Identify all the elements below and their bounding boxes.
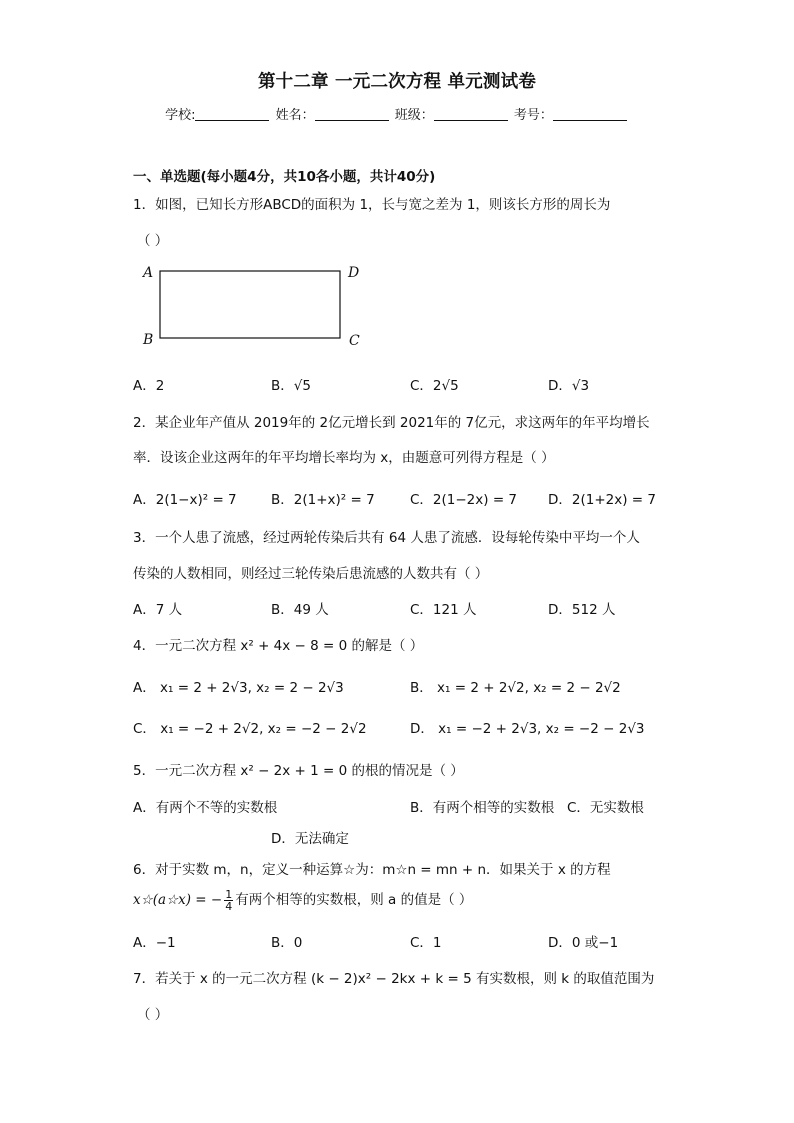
q7-line1: 7．若关于 x 的一元二次方程 (k − 2)x² − 2kx + k = 5 有实数根，则 k 的取值范围为 xyxy=(133,971,655,987)
q4-option-a[interactable]: A． x₁ = 2 + 2√3, x₂ = 2 − 2√3 xyxy=(133,680,344,696)
q6-fraction xyxy=(224,889,233,912)
q2-line2: 率．设该企业这两年的年平均增长率均为 x，由题意可列得方程是（ ） xyxy=(133,450,555,466)
q5-option-c[interactable]: C．无实数根 xyxy=(567,800,644,816)
exam-no-label: 考号： xyxy=(513,108,553,123)
fig-label-d: D xyxy=(348,265,360,281)
fig-label-a: A xyxy=(143,265,154,281)
q6-line2 xyxy=(133,888,472,912)
q2-line1: 2．某企业年产值从 2019年的 2亿元增长到 2021年的 7亿元，求这两年的年平均增长 xyxy=(133,415,650,431)
q4-option-c[interactable]: C． x₁ = −2 + 2√2, x₂ = −2 − 2√2 xyxy=(133,721,367,737)
q3-line1: 3．一个人患了流感，经过两轮传染后共有 64 人患了流感．设每轮传染中平均一个人 xyxy=(133,530,640,546)
q2-option-d[interactable]: D．2(1+2x) = 7 xyxy=(548,492,656,508)
q6-line2-rest: 有两个相等的实数根，则 a 的值是（ ） xyxy=(235,892,473,908)
q2-option-b[interactable]: B．2(1+x)² = 7 xyxy=(271,492,375,508)
student-info-line xyxy=(0,104,794,123)
q1-line1: 1．如图，已知长方形ABCD的面积为 1，长与宽之差为 1，则该长方形的周长为 xyxy=(133,197,611,213)
q5-option-b[interactable]: B．有两个相等的实数根 xyxy=(410,800,555,816)
fig-label-b: B xyxy=(143,332,154,348)
school-blank[interactable] xyxy=(195,107,269,121)
q6-equation-lhs: x☆(a☆x) = − xyxy=(133,892,223,908)
q3-option-b[interactable]: B．49 人 xyxy=(271,602,329,618)
page-title: 第十二章 一元二次方程 单元测试卷 xyxy=(257,72,537,92)
q1-option-b[interactable]: B．√5 xyxy=(271,378,311,394)
q3-line2: 传染的人数相同，则经过三轮传染后患流感的人数共有（ ） xyxy=(133,566,489,582)
q3-option-a[interactable]: A．7 人 xyxy=(133,602,183,618)
q6-line1: 6．对于实数 m，n，定义一种运算☆为：m☆n = mn + n．如果关于 x 的方程 xyxy=(133,862,611,878)
q6-option-b[interactable]: B．0 xyxy=(271,935,303,951)
q5-line1: 5．一元二次方程 x² − 2x + 1 = 0 的根的情况是（ ） xyxy=(133,763,464,779)
school-label: 学校: xyxy=(165,108,196,123)
q4-line1: 4．一元二次方程 x² + 4x − 8 = 0 的解是（ ） xyxy=(133,638,424,654)
q6-option-d[interactable]: D．0 或−1 xyxy=(548,935,619,951)
q3-option-c[interactable]: C．121 人 xyxy=(410,602,477,618)
q1-option-a[interactable]: A．2 xyxy=(133,378,165,394)
q6-option-c[interactable]: C．1 xyxy=(410,935,442,951)
exam-no-blank[interactable] xyxy=(553,107,627,121)
rectangle-abcd-figure xyxy=(140,262,370,352)
q5-option-a[interactable]: A．有两个不等的实数根 xyxy=(133,800,278,816)
q6-fraction-numerator: 1 xyxy=(225,887,233,901)
q7-answer-bracket: （ ） xyxy=(137,1007,169,1023)
q4-option-d[interactable]: D． x₁ = −2 + 2√3, x₂ = −2 − 2√3 xyxy=(410,721,645,737)
q6-option-a[interactable]: A．−1 xyxy=(133,935,176,951)
q4-option-b[interactable]: B． x₁ = 2 + 2√2, x₂ = 2 − 2√2 xyxy=(410,680,621,696)
fig-label-c: C xyxy=(349,333,360,349)
q1-option-d[interactable]: D．√3 xyxy=(548,378,590,394)
q2-option-a[interactable]: A．2(1−x)² = 7 xyxy=(133,492,237,508)
class-blank[interactable] xyxy=(434,107,508,121)
name-blank[interactable] xyxy=(315,107,389,121)
q1-answer-bracket: （ ） xyxy=(137,233,169,249)
q6-fraction-denominator: 4 xyxy=(225,899,233,913)
q5-option-d[interactable]: D．无法确定 xyxy=(271,831,349,847)
class-label: 班级： xyxy=(394,108,434,123)
q3-option-d[interactable]: D．512 人 xyxy=(548,602,616,618)
q1-option-c[interactable]: C．2√5 xyxy=(410,378,459,394)
q2-option-c[interactable]: C．2(1−2x) = 7 xyxy=(410,492,518,508)
name-label: 姓名： xyxy=(275,108,315,123)
section-heading: 一、单选题(每小题4分，共10各小题，共计40分) xyxy=(133,169,436,185)
rectangle-abcd xyxy=(160,271,340,338)
